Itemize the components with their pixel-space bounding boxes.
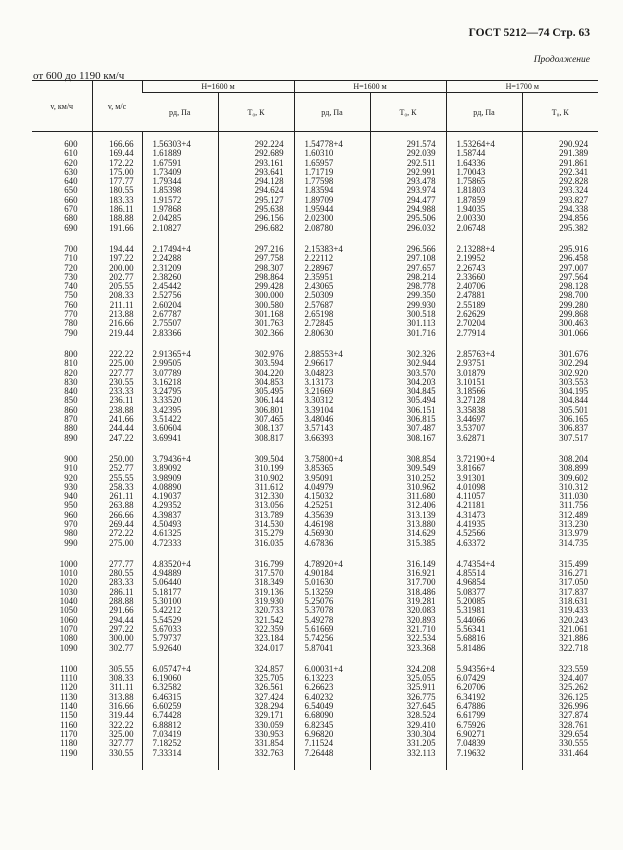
header-v-ms: v, м/с <box>92 81 142 132</box>
pd-values: 3.75800+4 3.85365 3.95091 4.04979 4.15032 4.25251 4.35639 4.46198 4.56930 4.67836 <box>304 453 343 548</box>
v-ms-values: 250.00 252.77 255.55 258.33 261.11 263.88 266.66 269.44 272.22 275.00 <box>109 453 134 548</box>
t0-values: 290.924 291.389 291.861 292.341 292.828 293.324 293.827 294.338 294.856 295.382 <box>559 139 588 233</box>
header-v-kmh: v, км/ч <box>32 81 92 132</box>
t0-values: 302.326 302.944 303.570 304.203 304.845 305.494 306.151 306.815 307.487 308.167 <box>406 348 436 443</box>
pd-values: 1.54778+4 1.60310 1.65957 1.71719 1.77598 1.83594 1.89709 1.95944 2.02300 2.08780 <box>304 139 343 233</box>
t0-values: 323.559 324.407 325.262 326.125 326.996 327.874 328.761 329.654 330.555 331.464 <box>559 663 588 758</box>
pd-values: 1.56303+4 1.61889 1.67591 1.73409 1.79344 1.85398 1.91572 1.97868 2.04285 2.10827 <box>152 139 191 233</box>
table-row-group <box>32 132 598 245</box>
pd-values: 3.72190+4 3.81667 3.91301 4.01098 4.11057 4.21181 4.31473 4.41935 4.52566 4.63372 <box>456 453 495 548</box>
v-ms-values: 166.66 169.44 172.22 175.00 177.77 180.55 183.33 186.11 188.88 191.66 <box>109 139 134 233</box>
v-ms-values: 277.77 280.55 283.33 286.11 288.88 291.66 294.44 297.22 300.00 302.77 <box>109 558 134 653</box>
range-label: от 600 до 1190 км/ч <box>33 70 125 82</box>
pd-values: 2.15383+4 2.22112 2.28967 2.35951 2.43065 2.50309 2.57687 2.65198 2.72845 2.80630 <box>304 243 343 338</box>
header-altitude-3: H=1700 м <box>446 81 598 93</box>
header-t0: T₀, К <box>218 93 294 132</box>
v-kmh-values: 800 810 820 830 840 850 860 870 880 890 <box>64 348 78 443</box>
t0-values: 308.204 308.899 309.602 310.312 311.030 311.756 312.489 313.230 313.979 314.735 <box>559 453 588 548</box>
pd-values: 6.05747+4 6.19060 6.32582 6.46315 6.60259 6.74428 6.88812 7.03419 7.18252 7.33314 <box>152 663 191 758</box>
t0-values: 291.574 292.039 292.511 292.991 293.478 293.974 294.477 294.988 295.506 296.032 <box>406 139 436 233</box>
t0-values: 301.676 302.294 302.920 303.553 304.195 304.844 305.501 306.165 306.837 307.517 <box>559 348 588 443</box>
v-kmh-values: 900 910 920 930 940 950 960 970 980 990 <box>64 453 78 548</box>
t0-values: 302.976 303.594 304.220 304.853 305.495 306.144 306.801 307.465 308.137 308.817 <box>254 348 284 443</box>
pd-values: 2.13288+4 2.19952 2.26743 2.33660 2.40706 2.47881 2.55189 2.62629 2.70204 2.77914 <box>456 243 495 338</box>
pd-values: 2.85763+4 2.93751 3.01879 3.10151 3.18566 3.27128 3.35838 3.44697 3.53707 3.62871 <box>456 348 495 443</box>
table-row-group <box>32 560 598 665</box>
v-ms-values: 305.55 308.33 311.11 313.88 316.66 319.44 322.22 325.00 327.77 330.55 <box>109 663 134 758</box>
table-row-group <box>32 245 598 350</box>
v-ms-values: 194.44 197.22 200.00 202.77 205.55 208.33 211.11 213.88 216.66 219.44 <box>109 243 134 338</box>
header-t0: T₀, К <box>522 93 598 132</box>
t0-values: 324.857 325.705 326.561 327.424 328.294 329.171 330.059 330.953 331.854 332.763 <box>254 663 284 758</box>
pd-values: 1.53264+4 1.58744 1.64336 1.70043 1.75865 1.81803 1.87859 1.94035 2.00330 2.06748 <box>456 139 495 233</box>
header-pd: pд, Па <box>142 93 218 132</box>
pd-values: 4.83520+4 4.94889 5.06440 5.18177 5.30100 5.42212 5.54529 5.67033 5.79737 5.92640 <box>152 558 191 653</box>
t0-values: 292.224 292.689 293.161 293.641 294.128 294.624 295.127 295.638 296.156 296.682 <box>254 139 284 233</box>
header-pd: pд, Па <box>294 93 370 132</box>
pd-values: 4.78920+4 4.90184 5.01630 5.13259 5.25076 5.37078 5.49278 5.61669 5.74256 5.87041 <box>304 558 343 653</box>
data-table <box>32 80 598 770</box>
table-row-group <box>32 350 598 455</box>
header-t0: T₀, К <box>370 93 446 132</box>
t0-values: 324.208 325.055 325.911 326.775 327.645 328.524 329.410 330.304 331.205 332.113 <box>406 663 436 758</box>
pd-values: 3.79436+4 3.89092 3.98909 4.08890 4.19037 4.29352 4.39837 4.50493 4.61325 4.72333 <box>152 453 191 548</box>
v-kmh-values: 700 710 720 730 740 750 760 770 780 790 <box>64 243 78 338</box>
t0-values: 315.499 316.271 317.050 317.837 318.631 319.433 320.243 321.061 321.886 322.718 <box>559 558 588 653</box>
t0-values: 308.854 309.549 310.252 310.962 311.680 312.406 313.139 313.880 314.629 315.385 <box>406 453 436 548</box>
table-row-group <box>32 665 598 770</box>
v-ms-values: 222.22 225.00 227.77 230.55 233.33 236.11 238.88 241.66 244.44 247.22 <box>109 348 134 443</box>
pd-values: 2.88553+4 2.96617 3.04823 3.13173 3.21669 3.30312 3.39104 3.48046 3.57143 3.66393 <box>304 348 343 443</box>
v-kmh-values: 600 610 620 630 640 650 660 670 680 690 <box>64 139 78 233</box>
v-kmh-values: 1000 1010 1020 1030 1040 1050 1060 1070 1080 1090 <box>59 558 78 653</box>
t0-values: 295.916 296.458 297.007 297.564 298.128 298.700 299.280 299.868 300.463 301.066 <box>559 243 588 338</box>
header-pd: pд, Па <box>446 93 522 132</box>
t0-values: 297.216 297.758 298.307 298.864 299.428 300.000 300.580 301.168 301.763 302.366 <box>254 243 284 338</box>
pd-values: 4.74354+4 4.85514 4.96854 5.08377 5.20085 5.31981 5.44066 5.56341 5.68816 5.81486 <box>456 558 495 653</box>
table-row-group <box>32 455 598 560</box>
t0-values: 296.566 297.108 297.657 298.214 298.778 299.350 299.930 300.518 301.113 301.716 <box>406 243 436 338</box>
t0-values: 316.149 316.921 317.700 318.486 319.281 320.083 320.893 321.710 322.534 323.368 <box>406 558 436 653</box>
pd-values: 2.91365+4 2.99505 3.07789 3.16218 3.24795 3.33520 3.42395 3.51422 3.60604 3.69941 <box>152 348 191 443</box>
t0-values: 309.504 310.199 310.902 311.612 312.330 313.056 313.789 314.530 315.279 316.035 <box>254 453 284 548</box>
pd-values: 5.94356+4 6.07429 6.20706 6.34192 6.47886 6.61799 6.75926 6.90271 7.04839 7.19632 <box>456 663 495 758</box>
header-altitude-2: H=1600 м <box>294 81 446 93</box>
v-kmh-values: 1100 1110 1120 1130 1140 1150 1160 1170 1180 1190 <box>60 663 78 758</box>
pd-values: 6.00031+4 6.13223 6.26623 6.40232 6.54049 6.68090 6.82345 6.96820 7.11524 7.26448 <box>304 663 343 758</box>
continuation-note: Продолжение <box>533 55 590 65</box>
page-header: ГОСТ 5212—74 Стр. 63 <box>468 27 590 39</box>
t0-values: 316.799 317.570 318.349 319.136 319.930 320.733 321.542 322.359 323.184 324.017 <box>254 558 284 653</box>
header-altitude-1: H=1600 м <box>142 81 294 93</box>
pd-values: 2.17494+4 2.24288 2.31209 2.38260 2.45442 2.52756 2.60204 2.67787 2.75507 2.83366 <box>152 243 191 338</box>
